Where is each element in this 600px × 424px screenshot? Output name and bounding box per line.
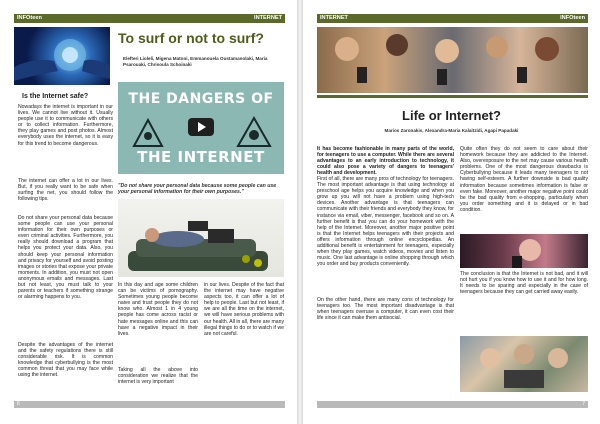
- group-with-devices-image: [460, 336, 588, 392]
- lead-paragraph: It has become fashionable in many parts of the world, for teenagers to use a computer. While there are several advantages to an early introduction to technology, it could also pose a variety of dangers to teenagers' health and development.: [317, 146, 454, 177]
- header-bar: [14, 14, 285, 23]
- boy-on-couch-image: [118, 199, 284, 277]
- intro-paragraph: Nowadays the internet is important in our lives. We cannot live without it. Usually people use it to communicate with others or to collect information. Furthermore, they play games and post photos. Almost everybody uses the internet, so it is easy for this trend to become dangerous.: [18, 104, 113, 147]
- conclusion-paragraph: The conclusion is that the Internet is not bad, and it will not hurt you if you know how to use it and for how long. It needs to be sparing and especially in the case of teenagers because they can get carried away easily.: [460, 271, 588, 296]
- section-heading: Is the Internet safe?: [22, 93, 89, 100]
- section-name: INTERNET: [254, 15, 282, 21]
- video-thumbnail[interactable]: [118, 82, 284, 174]
- pull-quote: "Do not share your personal data because some people can use your personal information for their own purposes.": [118, 183, 277, 196]
- header-bar: [317, 14, 588, 23]
- title-rule: [317, 95, 588, 98]
- magazine-name: INFOteen: [560, 15, 585, 21]
- footer-bar: [14, 401, 285, 408]
- pros-paragraph: First of all, there are many pros of technology for teenagers. The most important advantage is that using technology at preschool age helps you acquire knowledge and when you grow up you will not have a problem using high-tech devices. Another advantage is that teenagers can communicate with their friends and everybody they know, for instance via email, viber, messenger, facebook and so on. A further benefit is that you can do your homework with the help of the Internet. Moreover, another major positive point is that the Internet helps teenagers with their projects and offers information through online encyclopedias. An additional benefit is entertainment for teenagers, especially when they play games, watch videos, movies and listen to music. One last advantage is online shopping through which you order and buy products conveniently.: [317, 176, 454, 268]
- left-page: [0, 0, 297, 424]
- article-authors: Elefteri Lioleli, Migena Matoni, Emmanouela Oustamanolaki, Maria Psarouaki, Chrisoula Schoinaki: [123, 56, 268, 67]
- article-title: Life or Internet?: [402, 108, 501, 123]
- paragraph: The internet can offer a lot in our lives. But, if you really want to be safe when surfing the net, you should follow the following tips.: [18, 178, 113, 203]
- page-number: 7: [582, 401, 585, 407]
- video-title-top: THE DANGERS OF: [128, 91, 274, 107]
- drawbacks-paragraph: Quite often they do not seem to care about their homework because they are addicted to the Internet. Also, overexposure to the net may cause various health problems. One of the most dangerous drawbacks is Cyberbullying because it leads many teenagers to not having self-esteem. A further downside is bad quality information because sometimes information is false or even fake. Moreover, another major negative point could be the bad quality from e-shopping, particularly when you order something and it is delayed or in bad condition.: [460, 146, 588, 213]
- magazine-name: INFOteen: [17, 15, 42, 21]
- footer-bar: [317, 401, 588, 408]
- middle-column-text: In this day and age some children can be victims of pornography. Sometimes young people become naive and trust people they do not know who. Almost 1 in 4 young people has come across racist or hate messages online and this can have a negative impact in their lives.: [118, 282, 198, 337]
- tips-paragraph: Do not share your personal data because some people can use your personal information for their own purposes or even criminal activities. Furthermore, you really should download a program that helps you protect your data. Also, you should keep your personal information and privacy for yourself and avoid posting images or stories that expose your private moments. In addition, you must not open anonymous emails and messages. Last but not least, you must talk to your parents or teachers if something strange or alarming happens to you.: [18, 215, 113, 301]
- article-title: To surf or not to surf?: [118, 30, 264, 46]
- conclusion-text: Taking all the above into consideration we realize that the internet is very important: [118, 367, 198, 386]
- hands-globe-image: [14, 27, 110, 85]
- play-icon[interactable]: [188, 118, 214, 136]
- section-name: INTERNET: [320, 15, 348, 21]
- right-page: [303, 0, 600, 424]
- teens-with-phones-image: [317, 27, 588, 93]
- video-title-bottom: THE INTERNET: [137, 148, 265, 166]
- girl-with-phone-image: [460, 234, 588, 268]
- right-column-text: in our lives. Despite of the fact that the internet may have negative aspects too, it can offer a lot of help to people. Last but not least, if we are all the time on the internet, we will have serious problems with our health. All in all, there are many illegal things to do or to watch if we are not careful.: [204, 282, 284, 337]
- cons-paragraph: On the other hand, there are many cons of technology for teenagers too. The most important disadvantage is that when teenagers overuse a computer, it can even cost their life since it can make them antisocial.: [317, 297, 454, 322]
- article-authors: Marios Zaronakis, Alexandra-Maria Kalaitzidi, Agapi Papadaki: [384, 128, 519, 133]
- page-number: 6: [17, 401, 20, 407]
- risk-paragraph: Despite the advantages of the internet and the safety regulations there is still considerable risk. It is common knowledge that cyberbullying is the most common threat that you may face while using the internet.: [18, 342, 113, 379]
